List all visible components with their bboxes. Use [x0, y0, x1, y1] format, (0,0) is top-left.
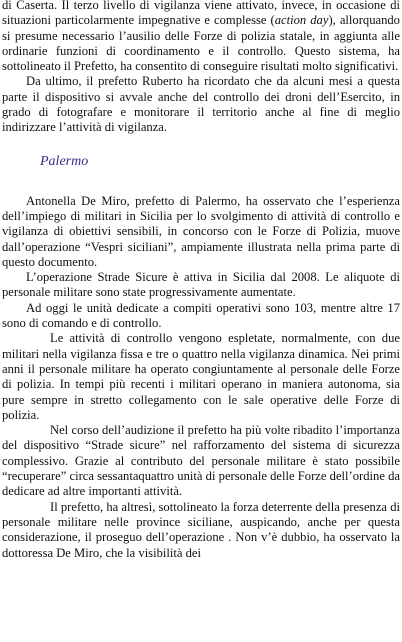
paragraph-text: di Caserta. Il terzo livello di vigilanza viene attivato, invece, in occasione di situazioni particolarmente impegnative e complesse (	[2, 0, 400, 28]
paragraph-droni: Da ultimo, il prefetto Ruberto ha ricordato che da alcuni mesi a questa parte il dispositivo si avvale anche del controllo dei droni dell’Esercito, in grado di fotografare e monitorare il territorio anche al fine di meglio indirizzare l’attività di vigilanza.	[2, 74, 400, 135]
paragraph-caserta-levels	[0, 0, 402, 74]
paragraph-deterrenza: Il prefetto, ha altresì, sottolineato la forza deterrente della presenza di personale militare nelle province siciliane, auspicando, anche per questa considerazione, il proseguo dell’operazione . Non v’è dubbio, ha osservato la dottoressa De Miro, che la visibilità dei	[2, 499, 400, 560]
paragraph-text: ), allorquando si presume necessario l’ausilio delle Forze di polizia statale, in aggiunta alle ordinarie funzioni di coordinamento e il controllo. Questo sistema, ha sottolineato il Prefetto, ha consentito di conseguire risultati molto significativi.	[2, 13, 400, 74]
italic-term: action day	[274, 13, 329, 28]
paragraph-de-miro-intro: Antonella De Miro, prefetto di Palermo, ha osservato che l’esperienza dell’impiego di militari in Sicilia per lo svolgimento di attività di controllo e vigilanza di obiettivi sensibili, in concorso con le Forze di Polizia, muove dall’operazione “Vespri siciliani”, ampiamente illustrata nella prima parte di questo documento.	[2, 193, 400, 269]
paragraph-strade-sicure: L’operazione Strade Sicure è attiva in Sicilia dal 2008. Le aliquote di personale militare sono state progressivamente aumentate.	[2, 270, 400, 300]
paragraph-audizione: Nel corso dell’audizione il prefetto ha più volte ribadito l’importanza del dispositivo “Strade sicure” nel rafforzamento del sistema di sicurezza complessivo. Grazie al contributo del personale militare è stato possibile “recuperare” circa sessantaquattro unità di personale delle Forze dell’ordine da dedicare ad altre importanti attività.	[2, 423, 400, 499]
section-heading-palermo: Palermo	[40, 153, 89, 169]
paragraph-unita: Ad oggi le unità dedicate a compiti operativi sono 103, mentre altre 17 sono di comando e di controllo.	[2, 300, 400, 331]
paragraph-attivita-controllo: Le attività di controllo vengono espletate, normalmente, con due militari nella vigilanza fissa e tre o quattro nella vigilanza dinamica. Nei primi anni il personale militare ha operato congiuntamente al personale delle Forze di polizia. In tempi più recenti i militari operano in maniera autonoma, sia pure sempre in stretto collegamento con le sale operative delle Forze di polizia.	[2, 331, 400, 422]
